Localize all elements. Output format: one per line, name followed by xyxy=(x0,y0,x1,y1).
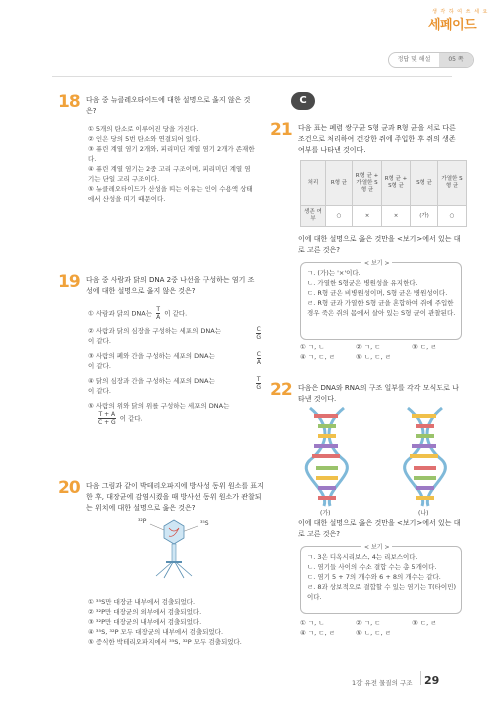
q18-option-3[interactable]: ③ 퓨린 계열 염기 2개와, 피리미딘 계열 염기 2개가 존재한다. xyxy=(88,145,255,163)
q20-option-3[interactable]: ③ ³²P만 대장균의 내부에서 검출되었다. xyxy=(88,618,202,626)
table-cell: (가) xyxy=(411,206,438,227)
label-32p: ³²P xyxy=(138,518,147,525)
q22-choice-2[interactable]: ② ㄱ, ㄷ xyxy=(356,619,381,627)
dna-rna-diagram xyxy=(300,404,460,517)
q19-option-4-text: ④ 닭의 심장과 간을 구성하는 세포의 DNA는 xyxy=(88,377,215,385)
q21-bogi-item: ㄹ. R형 균과 가열한 S형 균을 혼합하여 쥐에 주입한 경우 죽은 쥐의 몸에서 살아 있는 S형 균이 관찰된다. xyxy=(307,299,456,317)
fraction-denominator: G xyxy=(256,334,261,341)
table-cell: ○ xyxy=(326,206,353,227)
label-ga: (가) xyxy=(320,510,331,517)
q19-option-2-suffix: 이 같다. xyxy=(88,337,111,345)
question-22-text: 다음은 DNA와 RNA의 구조 일부를 각각 모식도로 나타낸 것이다. xyxy=(298,384,459,403)
question-number-19: 19 xyxy=(58,272,80,292)
q22-choice-3[interactable]: ③ ㄷ, ㄹ xyxy=(412,619,437,627)
q22-bogi-item: ㄱ. 3은 디옥시리보스, 4는 리보스이다. xyxy=(307,553,418,561)
q19-option-3[interactable] xyxy=(88,351,263,371)
q22-choice-4[interactable]: ④ ㄱ, ㄷ, ㄹ xyxy=(300,629,335,637)
question-number-18: 18 xyxy=(58,92,80,112)
q21-choice-5[interactable]: ⑤ ㄴ, ㄷ, ㄹ xyxy=(356,353,391,361)
q18-option-4[interactable]: ④ 퓨린 계열 염기는 2중 고리 구조이며, 피리미딘 계열 염기는 단일 고리 구조이다. xyxy=(88,165,251,183)
table-cell: ○ xyxy=(438,206,467,227)
bacteriophage-diagram xyxy=(120,516,230,586)
q20-option-2[interactable]: ② ³²P만 대장균의 외부에서 검출되었다. xyxy=(88,608,202,616)
table-header-cell: R형 균 + S형 균 xyxy=(382,161,411,206)
q21-choice-2[interactable]: ② ㄱ, ㄷ xyxy=(356,343,381,351)
answer-page: 05 쪽 xyxy=(439,53,473,67)
answer-label: 정답 및 해설 xyxy=(397,56,431,63)
fraction-numerator: C xyxy=(256,351,261,358)
q22-bogi-item: ㄴ. 염기들 사이의 수소 결합 수는 총 5개이다. xyxy=(307,563,437,571)
q21-bogi-box xyxy=(300,262,462,340)
q21-bogi-item: ㄴ. 가열한 S형균은 병원성을 유지한다. xyxy=(307,279,418,287)
q19-option-4[interactable] xyxy=(88,376,263,396)
table-header-cell: S형 균 xyxy=(411,161,438,206)
q19-option-5-fraction xyxy=(98,411,116,426)
q19-option-1-text: ① 사람과 닭의 DNA는 xyxy=(88,309,153,318)
q19-option-3-suffix: 이 같다. xyxy=(88,362,111,370)
page-number: 29 xyxy=(424,674,440,687)
answer-reference-tag xyxy=(388,52,474,68)
brand-tagline: 생 각 하 여 쓰 세 요 xyxy=(432,9,489,15)
section-c-badge: C xyxy=(291,92,315,110)
label-na: (나) xyxy=(418,510,429,517)
table-header-cell: 가열한 S형 균 xyxy=(438,161,467,206)
q21-table xyxy=(300,160,467,227)
q20-option-1[interactable]: ① ³⁵S만 대장균 내부에서 검출되었다. xyxy=(88,598,196,606)
q19-option-1[interactable] xyxy=(88,306,263,321)
table-cell: × xyxy=(382,206,411,227)
q22-choices xyxy=(300,618,464,638)
q21-choice-1[interactable]: ① ㄱ, ㄴ xyxy=(300,343,325,351)
question-number-21: 21 xyxy=(270,120,292,140)
q21-choice-3[interactable]: ③ ㄷ, ㄹ xyxy=(412,343,437,351)
q22-bogi-item: ㄹ. 8과 상보적으로 결합할 수 있는 염기는 T(타이민)이다. xyxy=(307,583,457,601)
q19-option-3-fraction xyxy=(257,351,261,371)
q22-bogi-item: ㄷ. 염기 5 + 7의 개수와 6 + 8의 개수는 같다. xyxy=(307,573,441,581)
table-header-cell: 처리 xyxy=(301,161,326,206)
question-18-options xyxy=(88,124,256,204)
q22-prompt: 이에 대한 설명으로 옳은 것만을 <보기>에서 있는 대로 고른 것은? xyxy=(298,519,461,538)
q19-option-1-suffix: 이 같다. xyxy=(164,309,188,318)
q19-option-5-suffix: 이 같다. xyxy=(119,414,143,423)
q18-option-5[interactable]: ⑤ 뉴클레오타이드가 산성을 띠는 이유는 인이 수용액 상태에서 산성을 띠기 때문이다. xyxy=(88,185,253,203)
fraction-denominator: G xyxy=(256,384,261,391)
question-19-text: 다음 중 사람과 닭의 DNA 2중 나선을 구성하는 염기 조성에 대한 설명으로 옳지 않은 것은? xyxy=(86,276,255,295)
table-header-cell: R형 균 xyxy=(326,161,353,206)
question-number-22: 22 xyxy=(270,380,292,400)
q21-choice-4[interactable]: ④ ㄱ, ㄷ, ㄹ xyxy=(300,353,335,361)
table-cell: × xyxy=(353,206,382,227)
bogi-title: < 보기 > xyxy=(361,258,392,267)
q21-choices xyxy=(300,342,464,362)
fraction-numerator: T xyxy=(256,376,261,383)
q19-option-2[interactable] xyxy=(88,326,263,346)
question-20-options xyxy=(88,597,266,647)
brand-logo: 세페이드 xyxy=(428,18,477,33)
q22-bogi-box xyxy=(300,546,462,614)
header-divider xyxy=(52,76,452,77)
q22-choice-1[interactable]: ① ㄱ, ㄴ xyxy=(300,619,325,627)
q21-bogi-item: ㄷ. R형 균은 비병원성이며, S형 균은 병원성이다. xyxy=(307,289,448,297)
fraction-denominator: C + G xyxy=(98,419,116,426)
fraction-numerator: T xyxy=(156,306,160,313)
fraction-numerator: C xyxy=(256,326,261,333)
footer-chapter-title: 1강 유전 물질의 구조 xyxy=(352,679,413,687)
q19-option-5-text: ⑤ 사람의 위와 닭의 위를 구성하는 세포의 DNA는 xyxy=(88,402,230,410)
q21-bogi-item: ㄱ. (가)는 '×'이다. xyxy=(307,269,361,277)
q19-option-3-text: ③ 사람의 폐와 간을 구성하는 세포의 DNA는 xyxy=(88,352,215,360)
question-18-text: 다음 중 뉴클레오타이드에 대한 설명으로 옳지 않은 것은? xyxy=(86,96,251,115)
q19-option-5[interactable] xyxy=(88,401,263,426)
q22-choice-5[interactable]: ⑤ ㄴ, ㄷ, ㄹ xyxy=(356,629,391,637)
fraction-denominator: A xyxy=(256,359,261,366)
footer-divider xyxy=(420,671,421,685)
bogi-title: < 보기 > xyxy=(361,542,392,551)
table-header-cell: R형 균 + 가열한 S형 균 xyxy=(353,161,382,206)
question-19-options xyxy=(88,306,263,426)
label-35s: ³⁵S xyxy=(200,520,209,527)
fraction-numerator: T + A xyxy=(98,411,116,418)
q18-option-2[interactable]: ② 인은 당의 5번 탄소와 연결되어 있다. xyxy=(88,135,201,143)
q18-option-1[interactable]: ① 5개의 탄소로 이루어진 당을 가진다. xyxy=(88,125,199,133)
q19-option-2-text: ② 사람과 닭의 심장을 구성하는 세포의 DNA는 xyxy=(88,327,222,335)
q21-prompt: 이에 대한 설명으로 옳은 것만을 <보기>에서 있는 대로 고른 것은? xyxy=(298,235,461,254)
question-number-20: 20 xyxy=(58,478,80,498)
q19-option-4-fraction xyxy=(256,376,261,396)
q20-option-4[interactable]: ④ ³⁵S, ³²P 모두 대장균의 내부에서 검출되었다. xyxy=(88,628,224,636)
q20-option-5[interactable]: ⑤ 증식한 박테리오파지에서 ³⁵S, ³²P 모두 검출되었다. xyxy=(88,638,242,646)
fraction-denominator: A xyxy=(156,314,161,321)
q19-option-4-suffix: 이 같다. xyxy=(88,387,111,395)
table-cell: 생존 여부 xyxy=(301,206,326,227)
q19-option-2-fraction xyxy=(256,326,261,346)
q19-option-1-fraction xyxy=(156,306,160,321)
question-21-text: 다음 표는 폐렴 쌍구균 S형 균과 R형 균을 서로 다른 조건으로 처리하여 건강한 쥐에 주입한 후 쥐의 생존 여부를 나타낸 것이다. xyxy=(298,124,456,154)
question-20-text: 다음 그림과 같이 박테리오파지에 방사성 동위 원소를 표지한 후, 대장균에 감염시켰을 때 방사선 동위 원소가 관찰되는 위치에 대한 설명으로 옳은 것은? xyxy=(86,482,264,512)
